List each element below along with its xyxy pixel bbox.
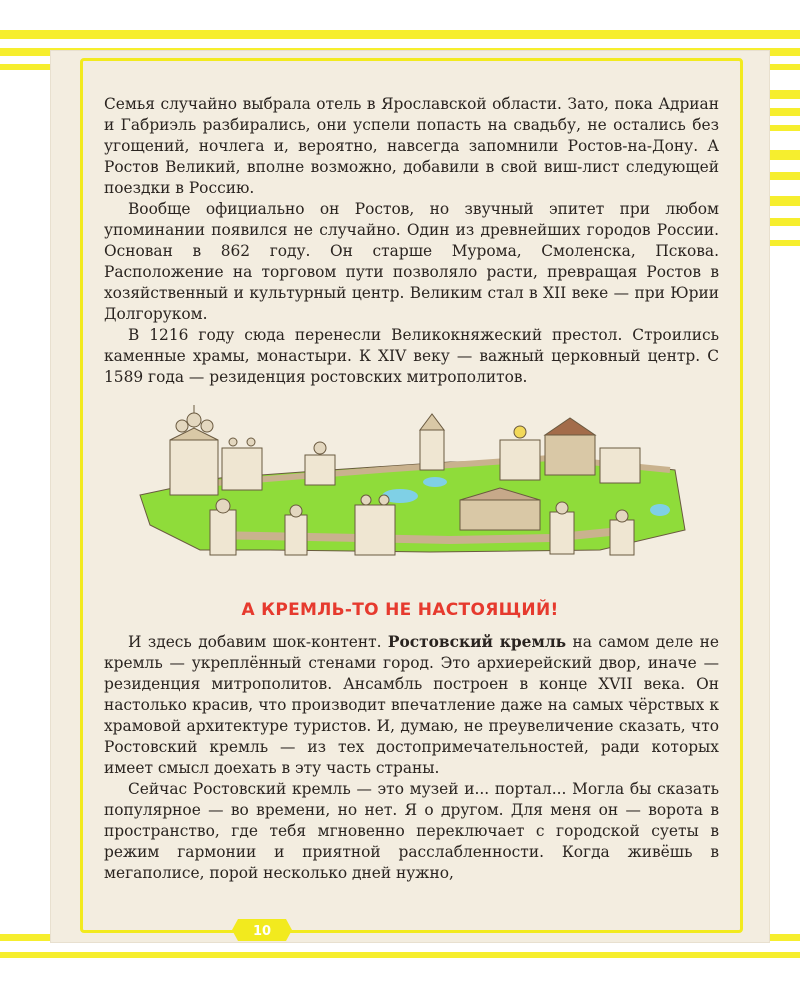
- section-text: [104, 632, 719, 884]
- text-run: И здесь добавим шок-контент.: [128, 633, 388, 651]
- paragraph: Семья случайно выбрала отель в Ярославской области. Зато, пока Адриан и Габриэль разбирались, они успели попасть на свадьбу, не остались без угощений, ночлега и, вероятно, навсегда запомнили Ростов-на-Дону. А Ростов Великий, вполне возможно, добавили в свой виш-лист следующей поездки в Россию.: [104, 95, 719, 197]
- text-run: на самом деле не кремль — укреплённый стенами город. Это архиерейский двор, иначе — резиденция митрополитов. Ансамбль построен в конце XVII века. Он настолько красив, что производит впечатление даже на самых чёрствых к храмовой архитектуре туристов. И, думаю, не преувеличение сказать, что Ростовский кремль — из тех достопримечательностей, ради которых имеет смысл доехать в эту часть страны.: [104, 633, 720, 777]
- section-heading: А КРЕМЛЬ-ТО НЕ НАСТОЯЩИЙ!: [241, 600, 559, 620]
- intro-text: [104, 94, 719, 388]
- paragraph: Сейчас Ростовский кремль — это музей и... портал... Могла бы сказать популярное — во времени, но нет. Я о другом. Для меня он — ворота в пространство, где тебя мгновенно переключает с городской суеты в режим гармонии и приятной расслабленности. Когда живёшь в мегаполисе, порой несколько дней нужно,: [104, 780, 719, 882]
- page-number: 10: [252, 924, 272, 939]
- paragraph: Вообще официально он Ростов, но звучный эпитет при любом упоминании появился не случайно. Один из древнейших городов России. Основан в 862 году. Он старше Мурома, Смоленска, Пскова. Расположение на торговом пути позволяло расти, превращая Ростов в хозяйственный и культурный центр. Великим стал в XII веке — при Юрии Долгоруком.: [104, 200, 719, 323]
- bold-term: Ростовский кремль: [387, 633, 567, 651]
- paragraph: В 1216 году сюда перенесли Великокняжеский престол. Строились каменные храмы, монастыри. К XIV веку — важный церковный центр. С 1589 года — резиденция ростовских митрополитов.: [104, 326, 719, 386]
- kremlin-illustration: [130, 400, 690, 570]
- paragraph: [104, 632, 719, 779]
